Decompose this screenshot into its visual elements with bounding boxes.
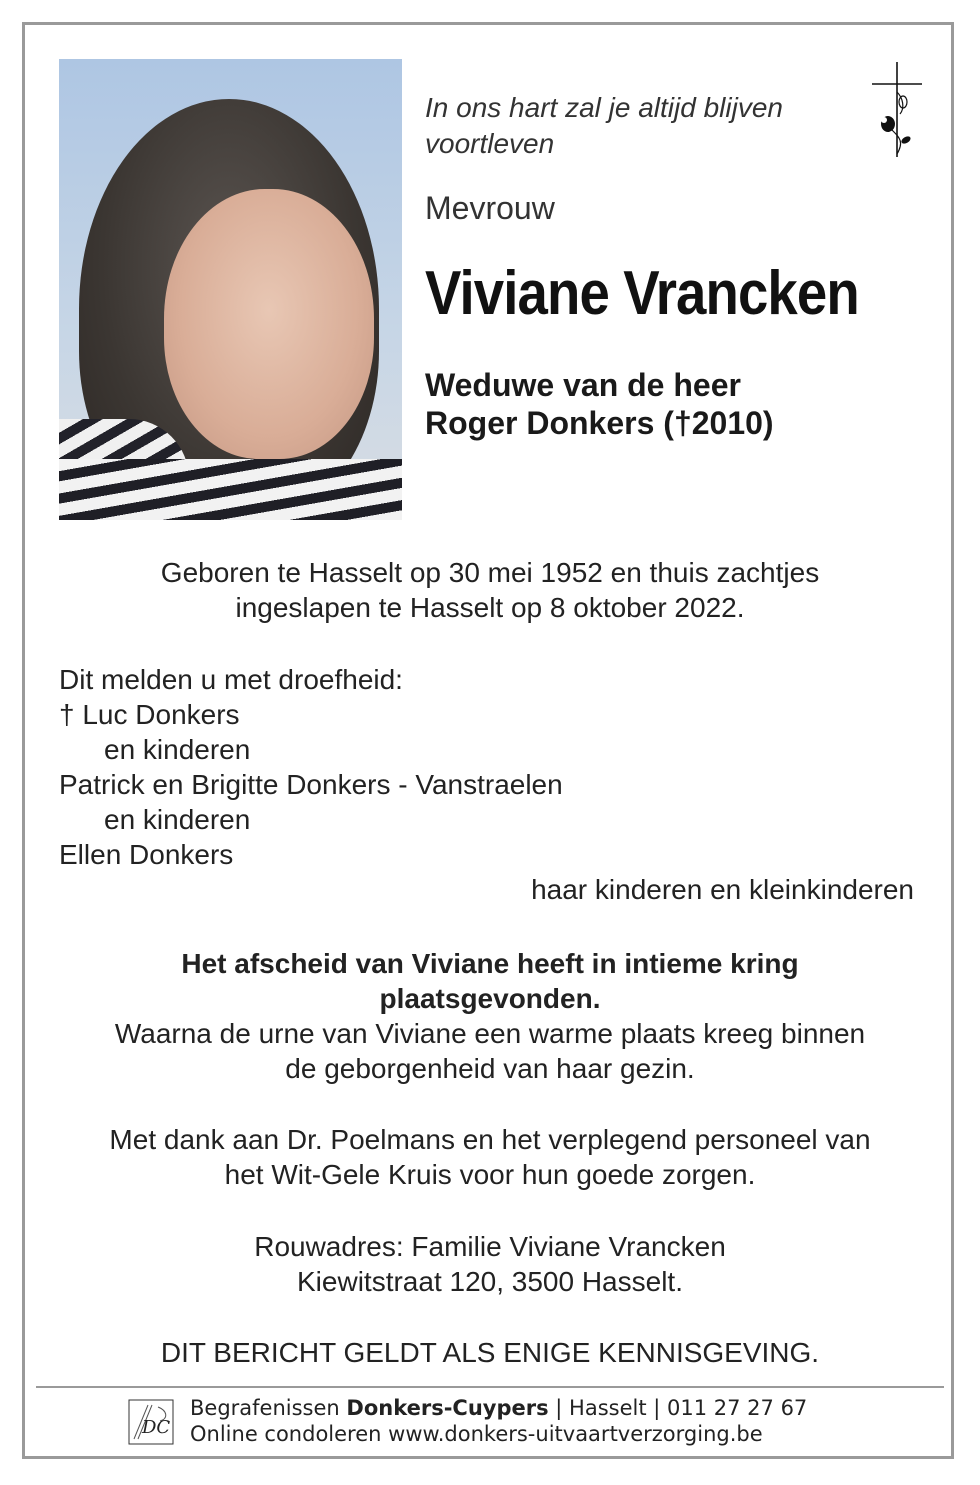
announcer-line: Ellen Donkers (59, 839, 234, 870)
footer-prefix: Begrafenissen (190, 1396, 347, 1420)
farewell-bold-line: Het afscheid van Viviane heeft in intieme kring (181, 948, 799, 979)
website-link[interactable]: www.donkers-uitvaartverzorging.be (388, 1422, 763, 1446)
announcers-list (59, 662, 919, 907)
thanks-text (40, 1122, 940, 1192)
logo-letters: DC (142, 1417, 171, 1438)
farewell-text (40, 946, 940, 1086)
motto-line: voortleven (425, 128, 555, 159)
portrait-photo (59, 59, 402, 520)
announcer-line: en kinderen (104, 734, 251, 765)
announcer-line: † Luc Donkers (59, 699, 240, 730)
birth-death-text (40, 555, 940, 625)
address-line: Rouwadres: Familie Viviane Vrancken (254, 1231, 726, 1262)
announcers-intro: Dit melden u met droefheid: (59, 664, 403, 695)
birth-line: Geboren te Hasselt op 30 mei 1952 en thuis zachtjes (160, 557, 820, 588)
motto (425, 90, 845, 162)
online-label: Online condoleren (190, 1422, 389, 1446)
farewell-line: de geborgenheid van haar gezin. (285, 1053, 695, 1084)
motto-line: In ons hart zal je altijd blijven (425, 92, 783, 123)
spouse-line: Weduwe van de heer (425, 367, 741, 403)
farewell-line: Waarna de urne van Viviane een warme plaats kreeg binnen (114, 1018, 866, 1049)
announcer-line: en kinderen (104, 804, 251, 835)
cross-rose-icon (870, 62, 924, 162)
footer-divider (36, 1386, 944, 1388)
address-line: Kiewitstraat 120, 3500 Hasselt. (297, 1266, 683, 1297)
phone-number: 011 27 27 67 (667, 1396, 808, 1420)
funeral-home-logo (128, 1399, 174, 1445)
footer-online-line (190, 1421, 807, 1447)
spouse-line: Roger Donkers (†2010) (425, 405, 774, 441)
announcer-line: Patrick en Brigitte Donkers - Vanstraelen (59, 769, 563, 800)
notice-text: DIT BERICHT GELDT ALS ENIGE KENNISGEVING. (160, 1337, 820, 1368)
footer-company-line (190, 1395, 807, 1421)
company-name: Donkers-Cuypers (346, 1396, 549, 1420)
announcers-closing: haar kinderen en kleinkinderen (531, 874, 914, 905)
honorific: Mevrouw (425, 190, 555, 226)
footer-text (190, 1395, 807, 1447)
death-line: ingeslapen te Hasselt op 8 oktober 2022. (235, 592, 745, 623)
spouse-info (425, 366, 774, 442)
farewell-bold-line: plaatsgevonden. (379, 983, 601, 1014)
thanks-line: Met dank aan Dr. Poelmans en het verplegend personeel van (109, 1124, 871, 1155)
deceased-name: Viviane Vrancken (425, 259, 859, 328)
mourning-address (40, 1229, 940, 1299)
thanks-line: het Wit-Gele Kruis voor hun goede zorgen. (224, 1159, 756, 1190)
footer-city: | Hasselt | (548, 1396, 668, 1420)
